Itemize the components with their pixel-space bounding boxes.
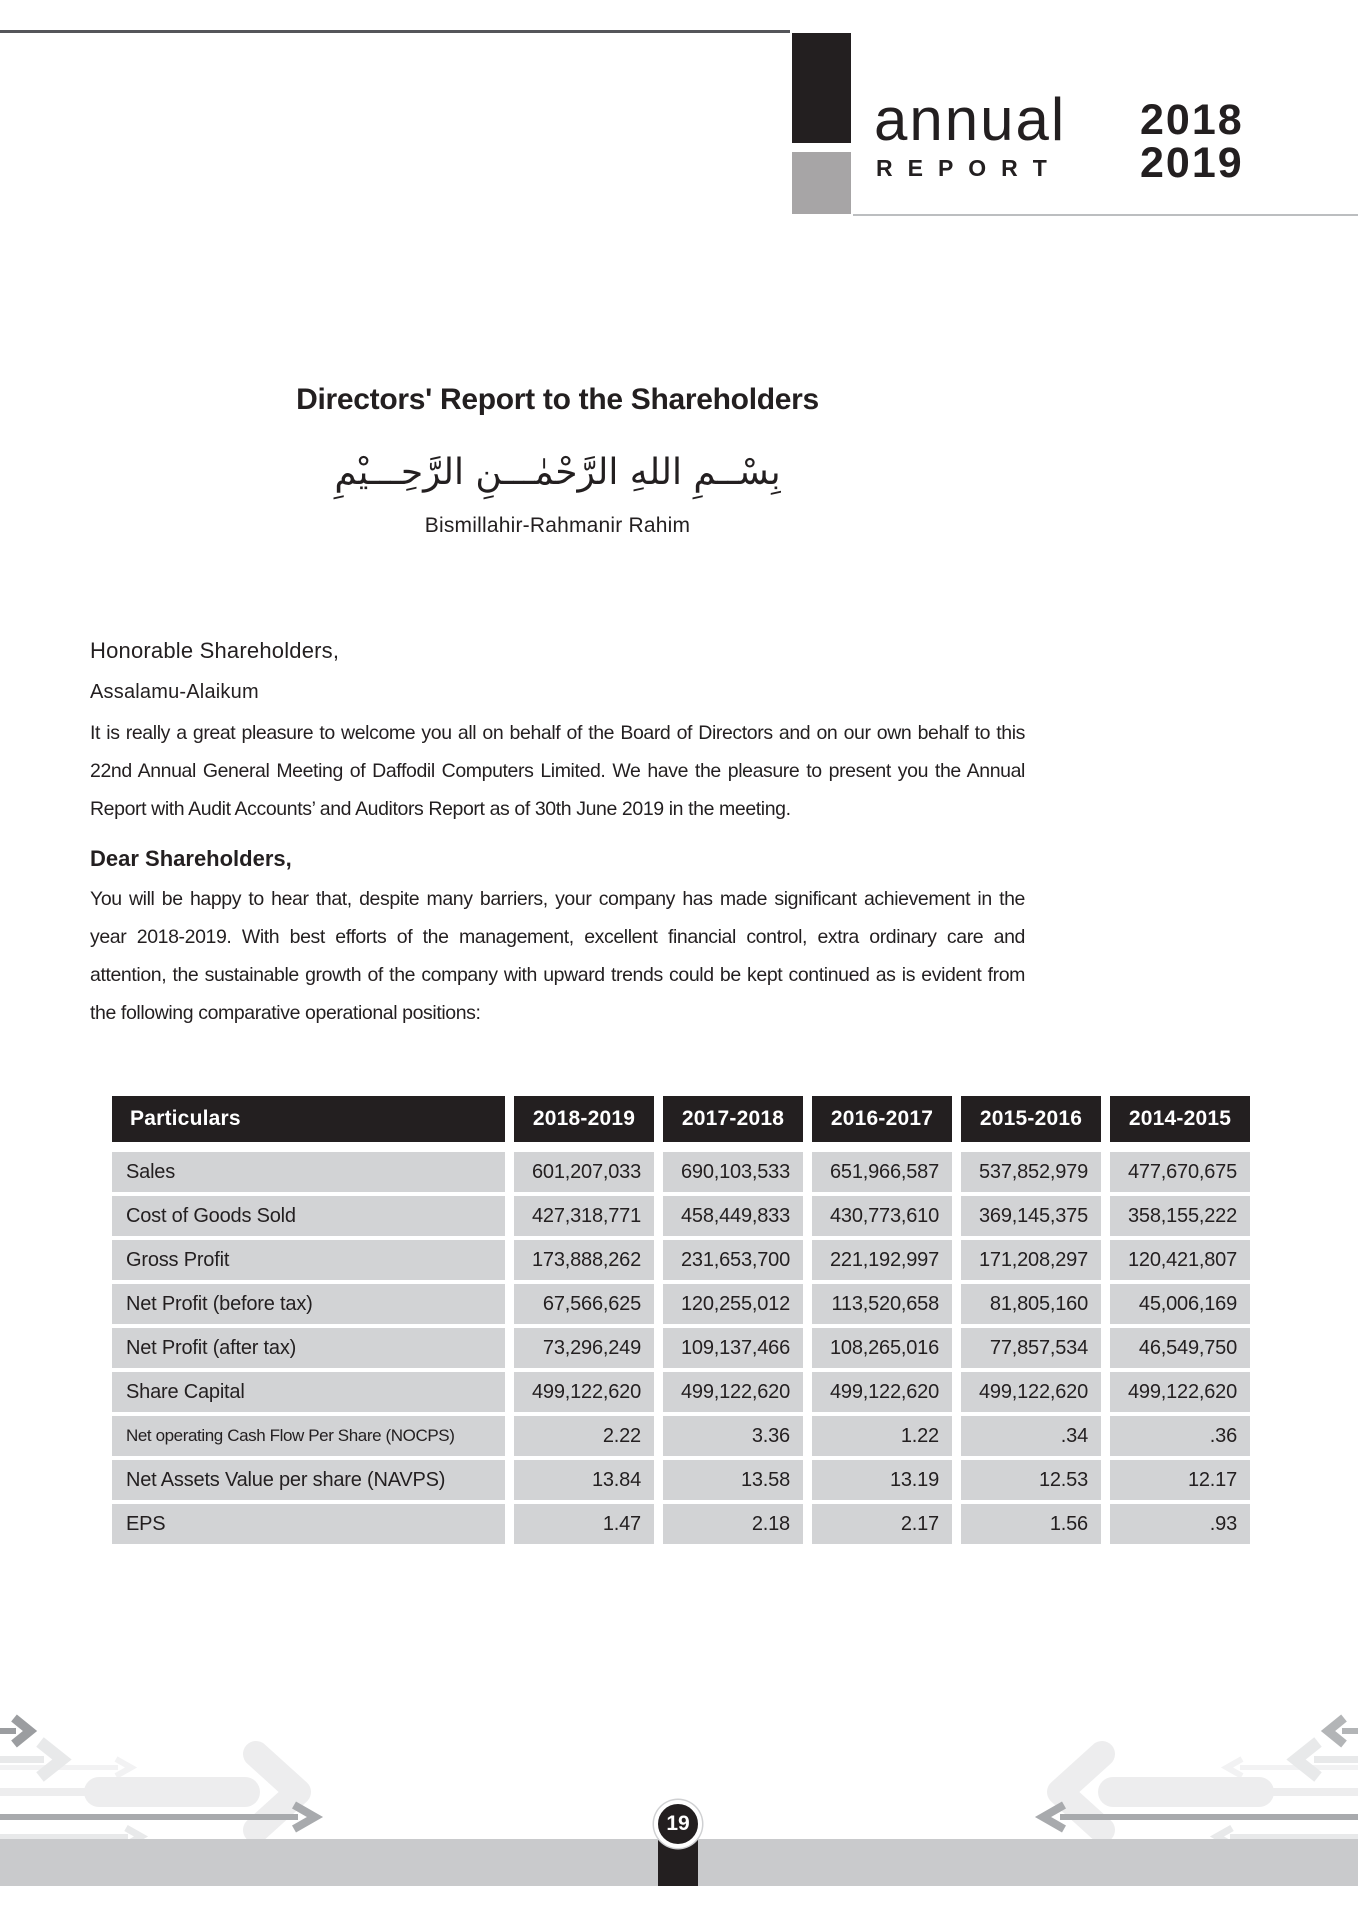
row-value: 113,520,658 <box>812 1284 952 1324</box>
row-label: Net Profit (before tax) <box>112 1284 505 1324</box>
bismillah-caption: Bismillahir-Rahmanir Rahim <box>424 514 691 537</box>
logo-year-top: 2018 <box>1140 96 1244 144</box>
row-value: 358,155,222 <box>1110 1196 1250 1236</box>
row-value: 537,852,979 <box>961 1152 1101 1192</box>
row-value: 369,145,375 <box>961 1196 1101 1236</box>
row-value: 109,137,466 <box>663 1328 803 1368</box>
row-label: Gross Profit <box>112 1240 505 1280</box>
row-value: 2.18 <box>663 1504 803 1544</box>
column-header-year: 2016-2017 <box>812 1096 952 1142</box>
table-row <box>112 1504 1250 1544</box>
row-value: 2.17 <box>812 1504 952 1544</box>
row-value: 499,122,620 <box>1110 1372 1250 1412</box>
row-label: Cost of Goods Sold <box>112 1196 505 1236</box>
decorative-arrows-right <box>938 1702 1358 1850</box>
row-value: 458,449,833 <box>663 1196 803 1236</box>
row-label: Net operating Cash Flow Per Share (NOCPS) <box>112 1416 505 1456</box>
table-row <box>112 1416 1250 1456</box>
row-label: Net Profit (after tax) <box>112 1328 505 1368</box>
row-value: 1.22 <box>812 1416 952 1456</box>
row-value: 120,255,012 <box>663 1284 803 1324</box>
dear-shareholders-heading: Dear Shareholders, <box>90 846 292 871</box>
column-header-particulars: Particulars <box>112 1096 505 1142</box>
salutation-line: Assalamu-Alaikum <box>90 681 259 703</box>
logo-year-bottom: 2019 <box>1140 139 1244 187</box>
paragraph-achievement: You will be happy to hear that, despite many barriers, your company has made significant achievement in the year 2018-2019. With best efforts of the management, excellent financial control, extra ordinary care and attention, the sustainable growth of the company with upward trends could be kept continued as is evident from the following comparative operational positions: <box>90 888 1025 1024</box>
column-header-year: 2018-2019 <box>514 1096 654 1142</box>
financial-table <box>112 1096 1250 1544</box>
row-value: 2.22 <box>514 1416 654 1456</box>
row-value: 3.36 <box>663 1416 803 1456</box>
row-value: 231,653,700 <box>663 1240 803 1280</box>
table-body <box>112 1152 1250 1544</box>
row-value: 77,857,534 <box>961 1328 1101 1368</box>
row-value: 13.19 <box>812 1460 952 1500</box>
row-value: 430,773,610 <box>812 1196 952 1236</box>
row-value: 73,296,249 <box>514 1328 654 1368</box>
row-value: 499,122,620 <box>812 1372 952 1412</box>
table-row <box>112 1240 1250 1280</box>
row-value: 12.53 <box>961 1460 1101 1500</box>
table-row <box>112 1460 1250 1500</box>
greeting-line: Honorable Shareholders, <box>90 638 340 663</box>
logo-gray-square <box>792 152 851 214</box>
top-rule <box>0 30 790 33</box>
row-value: 108,265,016 <box>812 1328 952 1368</box>
row-value: 81,805,160 <box>961 1284 1101 1324</box>
row-value: 601,207,033 <box>514 1152 654 1192</box>
row-value: .34 <box>961 1416 1101 1456</box>
logo-black-square <box>792 33 851 143</box>
table-row <box>112 1328 1250 1368</box>
column-header-year: 2014-2015 <box>1110 1096 1250 1142</box>
row-value: 1.47 <box>514 1504 654 1544</box>
row-label: EPS <box>112 1504 505 1544</box>
page-number-badge: 19 <box>654 1800 702 1848</box>
row-value: 120,421,807 <box>1110 1240 1250 1280</box>
row-label: Share Capital <box>112 1372 505 1412</box>
row-value: 173,888,262 <box>514 1240 654 1280</box>
row-value: 221,192,997 <box>812 1240 952 1280</box>
row-value: 46,549,750 <box>1110 1328 1250 1368</box>
row-value: .93 <box>1110 1504 1250 1544</box>
row-value: 13.84 <box>514 1460 654 1500</box>
logo-word-report: REPORT <box>876 155 1062 181</box>
row-label: Sales <box>112 1152 505 1192</box>
table-row <box>112 1284 1250 1324</box>
logo-years <box>1140 96 1272 187</box>
row-value: .36 <box>1110 1416 1250 1456</box>
row-value: 690,103,533 <box>663 1152 803 1192</box>
row-value: 13.58 <box>663 1460 803 1500</box>
column-header-year: 2015-2016 <box>961 1096 1101 1142</box>
table-row <box>112 1196 1250 1236</box>
row-value: 427,318,771 <box>514 1196 654 1236</box>
bismillah-calligraphy: بِسْــمِ اللهِ الرَّحْمٰـــنِ الرَّحِـــيْمِ <box>334 452 781 493</box>
decorative-arrows-left <box>0 1702 420 1850</box>
row-value: 499,122,620 <box>514 1372 654 1412</box>
table-row <box>112 1152 1250 1192</box>
row-value: 477,670,675 <box>1110 1152 1250 1192</box>
column-header-year: 2017-2018 <box>663 1096 803 1142</box>
row-value: 67,566,625 <box>514 1284 654 1324</box>
row-value: 499,122,620 <box>961 1372 1101 1412</box>
page-title: Directors' Report to the Shareholders <box>296 383 819 416</box>
logo-underline-rule <box>853 214 1358 216</box>
table-row <box>112 1372 1250 1412</box>
row-label: Net Assets Value per share (NAVPS) <box>112 1460 505 1500</box>
row-value: 12.17 <box>1110 1460 1250 1500</box>
row-value: 171,208,297 <box>961 1240 1101 1280</box>
row-value: 651,966,587 <box>812 1152 952 1192</box>
row-value: 45,006,169 <box>1110 1284 1250 1324</box>
paragraph-welcome: It is really a great pleasure to welcome you all on behalf of the Board of Directors and on our own behalf to this 22nd Annual General Meeting of Daffodil Computers Limited. We have the pleasure to present you the Annual Report with Audit Accounts’ and Auditors Report as of 30th June 2019 in the meeting. <box>90 722 1025 820</box>
table-header-row <box>112 1096 1250 1142</box>
row-value: 499,122,620 <box>663 1372 803 1412</box>
logo-word-annual: annual <box>874 86 1067 153</box>
row-value: 1.56 <box>961 1504 1101 1544</box>
